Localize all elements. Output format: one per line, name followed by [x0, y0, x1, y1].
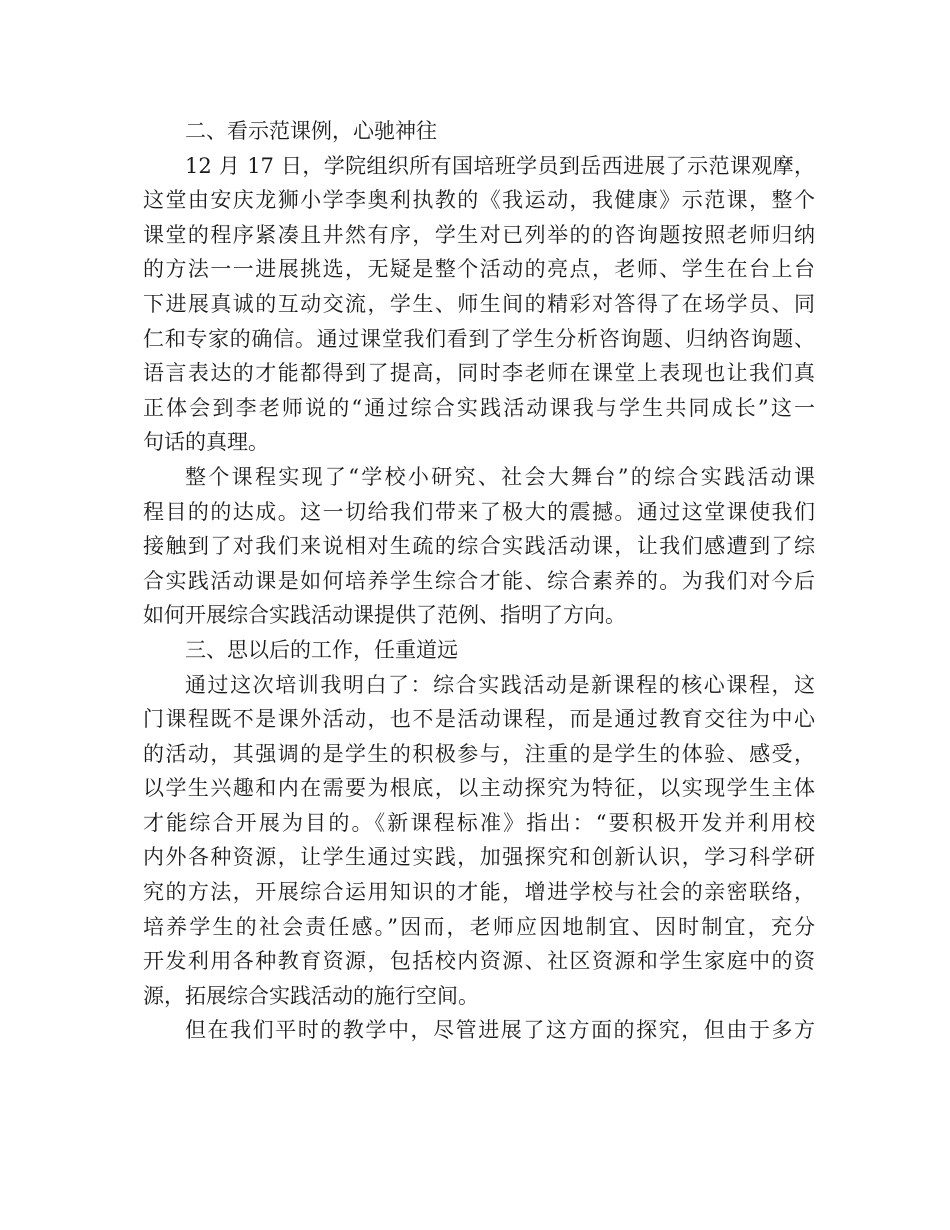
text-line: 仁和专家的确信。通过课堂我们看到了学生分析咨询题、归纳咨询题、: [143, 326, 815, 351]
text-line: 12 月 17 日，学院组织所有国培班学员到岳西进展了示范课观摩，: [185, 153, 815, 178]
text-line: 语言表达的才能都得到了提高，同时李老师在课堂上表现也让我们真: [143, 361, 815, 386]
text-line: 培养学生的社会责任感。”因而，老师应因地制宜、因时制宜，充分: [143, 914, 815, 939]
text-line: 才能综合开展为目的。《新课程标准》指出：“要积极开发并利用校: [143, 810, 815, 835]
document-page: [143, 114, 815, 1048]
text-line: 句话的真理。: [143, 430, 269, 455]
text-line: 接触到了对我们来说相对生疏的综合实践活动课，让我们感遭到了综: [143, 534, 815, 559]
text-line: 源，拓展综合实践活动的施行空间。: [143, 983, 479, 1008]
text-line: 内外各种资源，让学生通过实践，加强探究和创新认识，学习科学研: [143, 845, 815, 870]
text-line: 这堂由安庆龙狮小学李奥利执教的《我运动，我健康》示范课，整个: [143, 188, 815, 213]
text-line: 二、看示范课例，心驰神往: [185, 119, 437, 143]
text-line: 的活动，其强调的是学生的积极参与，注重的是学生的体验、感受，: [143, 741, 815, 766]
text-line: 的方法一一进展挑选，无疑是整个活动的亮点，老师、学生在台上台: [143, 257, 815, 282]
text-line: 以学生兴趣和内在需要为根底，以主动探究为特征，以实现学生主体: [143, 776, 815, 801]
text-line: 下进展真诚的互动交流，学生、师生间的精彩对答得了在场学员、同: [143, 291, 815, 316]
text-line: 正体会到李老师说的“通过综合实践活动课我与学生共同成长”这一: [143, 395, 815, 420]
text-line: 如何开展综合实践活动课提供了范例、指明了方向。: [143, 603, 626, 628]
text-line: 课堂的程序紧凑且井然有序，学生对已列举的的咨询题按照老师归纳: [143, 222, 815, 247]
text-line: 开发利用各种教育资源，包括校内资源、社区资源和学生家庭中的资: [143, 949, 815, 974]
text-line: 门课程既不是课外活动，也不是活动课程，而是通过教育交往为中心: [143, 707, 815, 732]
text-line: 整个课程实现了“学校小研究、社会大舞台”的综合实践活动课: [185, 464, 815, 489]
text-line: 通过这次培训我明白了：综合实践活动是新课程的核心课程，这: [185, 672, 815, 697]
text-line: 但在我们平时的教学中，尽管进展了这方面的探究，但由于多方: [185, 1018, 815, 1043]
text-line: 合实践活动课是如何培养学生综合才能、综合素养的。为我们对今后: [143, 568, 815, 593]
text-line: 三、思以后的工作，任重道远: [185, 637, 458, 662]
text-line: 究的方法，开展综合运用知识的才能，增进学校与社会的亲密联络，: [143, 880, 815, 905]
text-line: 程目的的达成。这一切给我们带来了极大的震撼。通过这堂课使我们: [143, 499, 815, 524]
